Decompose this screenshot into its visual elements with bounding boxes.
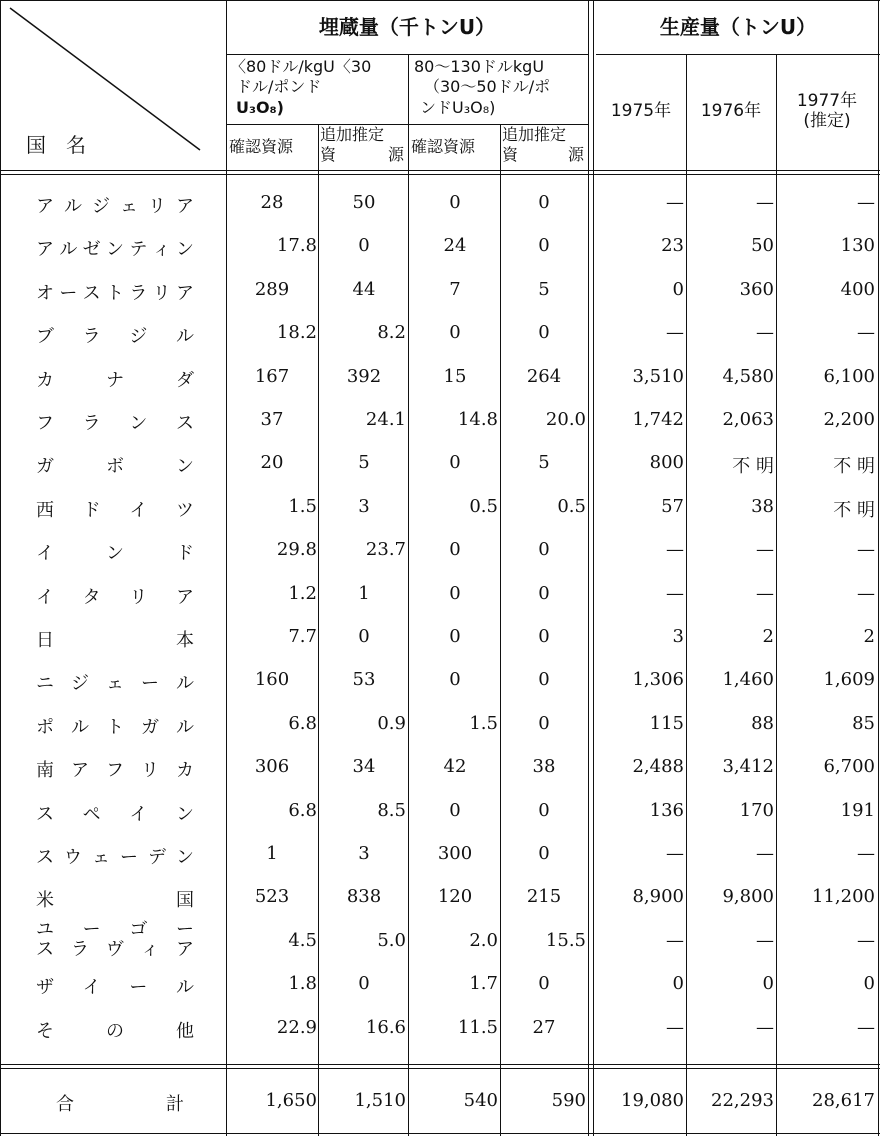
reserve-value: 53 <box>352 669 376 690</box>
production-value: 1,306 <box>632 669 684 690</box>
reserve-value: 0 <box>538 800 550 821</box>
production-value: 800 <box>649 452 684 473</box>
reserve-value: 16.6 <box>365 1017 406 1038</box>
total-value: 28,617 <box>812 1090 875 1111</box>
country-name: ア ル ジ ェ リ ア <box>36 196 194 217</box>
production-value: — <box>666 583 684 604</box>
reserves-title: 埋蔵量（千トンU） <box>318 15 496 39</box>
reserve-value: 28 <box>260 192 284 213</box>
production-value: 不 明 <box>732 456 774 477</box>
production-value: — <box>756 930 774 951</box>
production-value: 88 <box>751 713 774 734</box>
country-name: ニ ジ ェ ー ル <box>36 673 194 694</box>
production-value: 9,800 <box>722 886 774 907</box>
country-name: 米 国 <box>36 890 194 911</box>
reserve-value: 0.5 <box>557 496 586 517</box>
country-name: フ ラ ン ス <box>36 413 194 434</box>
cat1-line-1: 〈80ドル/kgU〈30 <box>230 57 372 76</box>
country-name: 日 本 <box>36 630 194 651</box>
production-value: 2,063 <box>722 409 774 430</box>
table-bottom-border <box>0 1133 880 1134</box>
production-value: 50 <box>751 235 774 256</box>
production-title: 生産量（トンU） <box>659 15 817 39</box>
production-value: — <box>857 930 875 951</box>
production-value: — <box>756 843 774 864</box>
production-value: 136 <box>649 800 684 821</box>
reserve-value: 18.2 <box>276 322 317 343</box>
country-name: ガ ボ ン <box>36 456 194 477</box>
cat2-confirmed-border <box>500 124 501 1136</box>
cat2-additional-header-left: 資 <box>502 145 519 164</box>
production-value: 191 <box>840 800 875 821</box>
reserve-value: 0 <box>449 452 461 473</box>
production-value: — <box>666 539 684 560</box>
reserve-value: 17.8 <box>276 235 317 256</box>
cat2-line-2: （30〜50ドル/ポ <box>424 77 551 96</box>
year-1976-border <box>776 54 777 1136</box>
reserve-value: 0 <box>538 235 550 256</box>
cat2-additional-header-right: 源 <box>568 145 585 164</box>
cat1-additional-header-right: 源 <box>388 145 405 164</box>
reserve-value: 8.5 <box>377 800 406 821</box>
reserve-value: 0 <box>358 626 370 647</box>
total-value: 22,293 <box>711 1090 774 1111</box>
country-name: ス ウ ェ ー デ ン <box>36 847 194 868</box>
production-value: 85 <box>852 713 875 734</box>
reserve-value: 0 <box>449 583 461 604</box>
production-value: — <box>857 1017 875 1038</box>
country-name: ブ ラ ジ ル <box>36 326 194 347</box>
reserve-value: 0 <box>538 713 550 734</box>
reserve-value: 167 <box>254 366 290 387</box>
cat2-line-3: ンドU₃O₈) <box>420 98 496 117</box>
production-value: 360 <box>739 279 774 300</box>
total-top-border <box>0 1064 880 1065</box>
reserve-value: 0 <box>449 322 461 343</box>
reserve-value: 1 <box>358 583 370 604</box>
total-top-border-2 <box>0 1068 880 1069</box>
reserve-value: 5 <box>538 452 550 473</box>
cat-divider-border <box>408 54 409 1136</box>
reserve-value: 289 <box>254 279 290 300</box>
cat2-confirmed-header: 確認資源 <box>411 137 476 156</box>
reserve-value: 15 <box>443 366 467 387</box>
cat1-line-3: U₃O₈) <box>236 98 284 117</box>
reserve-value: 838 <box>346 886 382 907</box>
production-value: 170 <box>739 800 774 821</box>
production-value: 6,700 <box>823 756 875 777</box>
country-name: ポ ル ト ガ ル <box>36 717 194 738</box>
country-name: ス ペ イ ン <box>36 804 194 825</box>
total-value: 19,080 <box>621 1090 684 1111</box>
reserve-value: 1.5 <box>288 496 317 517</box>
reserve-value: 0 <box>358 235 370 256</box>
left-border <box>0 0 1 1136</box>
country-name: 西 ド イ ツ <box>36 500 194 521</box>
reserve-value: 0 <box>449 539 461 560</box>
production-value: — <box>756 539 774 560</box>
header-divider-production <box>596 54 880 55</box>
country-header: 国 名 <box>26 133 86 157</box>
reserve-value: 160 <box>254 669 290 690</box>
total-value: 1,510 <box>354 1090 406 1111</box>
reserve-value: 0 <box>538 192 550 213</box>
production-value: 3,510 <box>632 366 684 387</box>
production-value: — <box>756 1017 774 1038</box>
production-value: 400 <box>840 279 875 300</box>
year-1977-estimate: (推定) <box>803 111 851 131</box>
country-name: オ ー ス ト ラ リ ア <box>36 283 194 304</box>
production-value: — <box>666 1017 684 1038</box>
reserve-value: 50 <box>352 192 376 213</box>
reserve-value: 8.2 <box>377 322 406 343</box>
production-value: — <box>857 322 875 343</box>
cat1-line-2: ドル/ポンド <box>236 77 322 96</box>
reserve-value: 3 <box>358 843 370 864</box>
total-value: 590 <box>551 1090 586 1111</box>
production-value: 4,580 <box>722 366 774 387</box>
country-name: 南 ア フ リ カ <box>36 760 194 781</box>
reserve-value: 0.9 <box>377 713 406 734</box>
production-value: 11,200 <box>812 886 875 907</box>
reserve-value: 0 <box>538 669 550 690</box>
production-value: 1,460 <box>722 669 774 690</box>
cat1-additional-header-top: 追加推定 <box>320 125 385 144</box>
country-name: イ ン ド <box>36 543 194 564</box>
reserve-value: 2.0 <box>469 930 498 951</box>
country-name <box>36 920 194 960</box>
reserve-value: 0 <box>449 626 461 647</box>
production-value: 130 <box>840 235 875 256</box>
reserve-value: 14.8 <box>457 409 498 430</box>
country-name: そ の 他 <box>36 1021 194 1042</box>
reserve-value: 306 <box>254 756 290 777</box>
reserve-value: 0 <box>538 539 550 560</box>
production-value: — <box>857 583 875 604</box>
reserve-value: 34 <box>352 756 376 777</box>
production-value: 2,200 <box>823 409 875 430</box>
cat2-additional-header-top: 追加推定 <box>502 125 567 144</box>
reserve-value: 0 <box>358 973 370 994</box>
production-value: — <box>666 843 684 864</box>
reserve-value: 23.7 <box>365 539 406 560</box>
production-value: 3,412 <box>722 756 774 777</box>
country-name: ザ イ ー ル <box>36 977 194 998</box>
reserve-value: 523 <box>254 886 290 907</box>
country-name: イ タ リ ア <box>36 587 194 608</box>
reserve-value: 1.2 <box>288 583 317 604</box>
reserve-value: 1 <box>266 843 278 864</box>
production-value: 1,742 <box>632 409 684 430</box>
production-value: 不 明 <box>833 456 875 477</box>
year-1975-border <box>686 54 687 1136</box>
country-column-border <box>226 0 227 1136</box>
production-value: 8,900 <box>632 886 684 907</box>
production-value: — <box>857 192 875 213</box>
production-value: 2 <box>762 626 774 647</box>
production-value: — <box>666 930 684 951</box>
year-1975-header: 1975年 <box>610 101 672 121</box>
production-value: — <box>666 192 684 213</box>
right-border <box>878 0 879 1136</box>
reserve-value: 44 <box>352 279 376 300</box>
cat1-confirmed-header: 確認資源 <box>229 137 294 156</box>
reserve-value: 7.7 <box>288 626 317 647</box>
reserve-value: 0 <box>449 669 461 690</box>
reserve-value: 5 <box>538 279 550 300</box>
reserves-production-double-border <box>588 0 594 1136</box>
production-value: 115 <box>649 713 684 734</box>
country-name: ア ル ゼ ン テ ィ ン <box>36 239 194 260</box>
production-value: 2,488 <box>632 756 684 777</box>
reserve-value: 7 <box>449 279 461 300</box>
production-value: 2 <box>863 626 875 647</box>
reserve-value: 3 <box>358 496 370 517</box>
total-value: 1,650 <box>265 1090 317 1111</box>
production-value: — <box>756 583 774 604</box>
reserve-value: 24 <box>443 235 467 256</box>
total-label: 合 計 <box>56 1094 184 1115</box>
production-value: 0 <box>672 973 684 994</box>
production-value: 38 <box>751 496 774 517</box>
reserve-value: 1.7 <box>469 973 498 994</box>
reserve-value: 15.5 <box>545 930 586 951</box>
production-value: — <box>666 322 684 343</box>
country-name-line: ス ラ ヴ ィ ア <box>36 939 194 960</box>
reserve-value: 38 <box>532 756 556 777</box>
country-name: カ ナ ダ <box>36 370 194 391</box>
reserve-value: 6.8 <box>288 713 317 734</box>
reserve-value: 5 <box>358 452 370 473</box>
production-value: 57 <box>661 496 684 517</box>
header-bottom-border-2 <box>0 174 880 175</box>
production-value: — <box>756 322 774 343</box>
reserve-value: 1.5 <box>469 713 498 734</box>
reserve-value: 27 <box>532 1017 556 1038</box>
header-bottom-border <box>0 170 880 171</box>
production-value: 0 <box>863 973 875 994</box>
reserve-value: 42 <box>443 756 467 777</box>
cat1-additional-header-left: 資 <box>320 145 337 164</box>
reserve-value: 6.8 <box>288 800 317 821</box>
production-value: — <box>857 539 875 560</box>
production-value: 1,609 <box>823 669 875 690</box>
cat1-confirmed-border <box>318 124 319 1136</box>
production-value: 0 <box>672 279 684 300</box>
reserve-value: 4.5 <box>288 930 317 951</box>
year-1976-header: 1976年 <box>700 101 762 121</box>
total-value: 540 <box>463 1090 498 1111</box>
reserve-value: 392 <box>346 366 382 387</box>
reserve-value: 1.8 <box>288 973 317 994</box>
reserve-value: 215 <box>526 886 562 907</box>
header-divider-reserves <box>226 54 588 55</box>
cat2-line-1: 80〜130ドルkgU <box>414 57 545 76</box>
production-value: 0 <box>762 973 774 994</box>
reserve-value: 22.9 <box>276 1017 317 1038</box>
reserve-value: 37 <box>260 409 284 430</box>
reserve-value: 0 <box>538 583 550 604</box>
reserve-value: 300 <box>437 843 473 864</box>
reserve-value: 0 <box>449 800 461 821</box>
country-name-line: ユ ー ゴ ー <box>36 919 194 940</box>
reserve-value: 5.0 <box>377 930 406 951</box>
reserve-value: 264 <box>526 366 562 387</box>
year-1977-header: 1977年 <box>796 91 858 111</box>
reserve-value: 11.5 <box>457 1017 498 1038</box>
reserve-value: 0 <box>538 843 550 864</box>
reserve-value: 20.0 <box>545 409 586 430</box>
reserve-value: 29.8 <box>276 539 317 560</box>
production-value: — <box>756 192 774 213</box>
reserve-value: 0 <box>538 973 550 994</box>
production-value: 3 <box>672 626 684 647</box>
production-value: 23 <box>661 235 684 256</box>
reserve-value: 24.1 <box>365 409 406 430</box>
reserve-value: 0 <box>538 322 550 343</box>
production-value: 不 明 <box>833 500 875 521</box>
production-value: — <box>857 843 875 864</box>
reserve-value: 0.5 <box>469 496 498 517</box>
production-value: 6,100 <box>823 366 875 387</box>
reserve-value: 0 <box>538 626 550 647</box>
reserve-value: 20 <box>260 452 284 473</box>
reserve-value: 0 <box>449 192 461 213</box>
reserve-value: 120 <box>437 886 473 907</box>
